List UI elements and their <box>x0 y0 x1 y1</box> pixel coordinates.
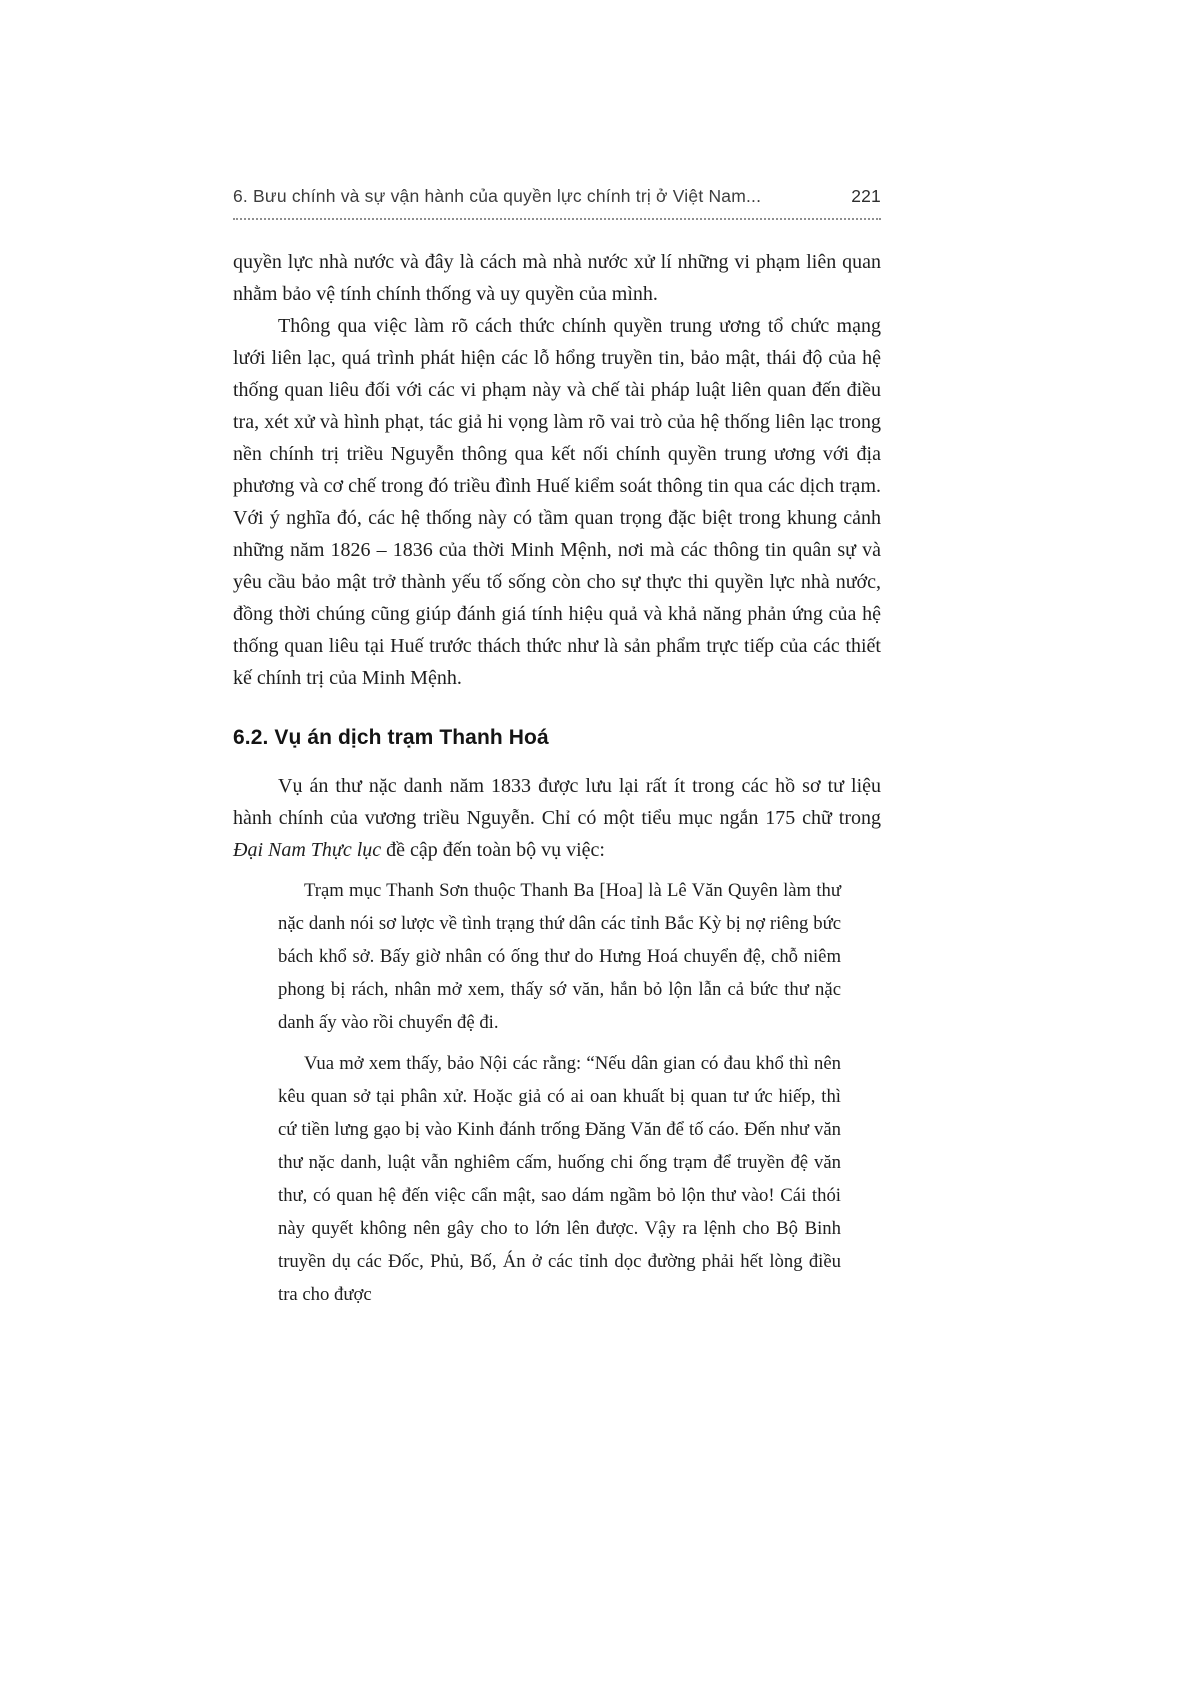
block-quote-1: Trạm mục Thanh Sơn thuộc Thanh Ba [Hoa] là Lê Văn Quyên làm thư nặc danh nói sơ lược về tình trạng thứ dân các tỉnh Bắc Kỳ bị nợ riêng bức bách khổ sở. Bấy giờ nhân có ống thư do Hưng Hoá chuyển đệ, chỗ niêm phong bị rách, nhân mở xem, thấy sớ văn, hắn bỏ lộn lẫn cả bức thư nặc danh ấy vào rồi chuyển đệ đi. <box>278 880 841 1033</box>
paragraph: Thông qua việc làm rõ cách thức chính quyền trung ương tổ chức mạng lưới liên lạc, quá trình phát hiện các lỗ hổng truyền tin, bảo mật, thái độ của hệ thống quan liêu đối với các vi phạm này và chế tài pháp luật liên quan đến điều tra, xét xử và hình phạt, tác giả hi vọng làm rõ vai trò của hệ thống liên lạc trong nền chính trị triều Nguyễn thông qua kết nối chính quyền trung ương với địa phương và cơ chế trong đó triều đình Huế kiểm soát thông tin qua các dịch trạm. Với ý nghĩa đó, các hệ thống này có tầm quan trọng đặc biệt trong khung cảnh những năm 1826 – 1836 của thời Minh Mệnh, nơi mà các thông tin quân sự và yêu cầu bảo mật trở thành yếu tố sống còn cho sự thực thi quyền lực nhà nước, đồng thời chúng cũng giúp đánh giá tính hiệu quả và khả năng phản ứng của hệ thống quan liêu tại Huế trước thách thức như là sản phẩm trực tiếp của các thiết kế chính trị của Minh Mệnh. <box>233 315 881 689</box>
block-quote-2: Vua mở xem thấy, bảo Nội các rằng: “Nếu dân gian có đau khổ thì nên kêu quan sở tại phân xử. Hoặc giả có ai oan khuất bị quan tư ức hiếp, thì cứ tiền lưng gạo bị vào Kinh đánh trống Đăng Văn để tố cáo. Đến như văn thư nặc danh, luật vẫn nghiêm cấm, huống chi ống trạm để truyền đệ văn thư, có quan hệ đến việc cẩn mật, sao dám ngầm bỏ lộn thư vào! Cái thói này quyết không nên gây cho to lớn lên được. Vậy ra lệnh cho Bộ Binh truyền dụ các Đốc, Phủ, Bố, Án ở các tỉnh dọc đường phải hết lòng điều tra cho được <box>278 1053 841 1305</box>
intro-text-after: đề cập đến toàn bộ vụ việc: <box>381 839 605 861</box>
page-body-text <box>233 246 881 1311</box>
content-area <box>233 186 881 1319</box>
section-heading: 6.2. Vụ án dịch trạm Thanh Hoá <box>233 726 549 749</box>
running-header-title: 6. Bưu chính và sự vận hành của quyền lực chính trị ở Việt Nam... <box>233 186 762 206</box>
intro-text-before: Vụ án thư nặc danh năm 1833 được lưu lại rất ít trong các hồ sơ tư liệu hành chính của vương triều Nguyễn. Chỉ có một tiểu mục ngắn 175 chữ trong <box>233 775 881 829</box>
page-number: 221 <box>851 186 881 206</box>
running-header <box>233 186 881 220</box>
book-title-italic: Đại Nam Thực lục <box>233 839 382 861</box>
section-intro-paragraph <box>233 770 881 866</box>
paragraph-continuation: quyền lực nhà nước và đây là cách mà nhà nước xử lí những vi phạm liên quan nhằm bảo vệ tính chính thống và uy quyền của mình. <box>233 251 881 305</box>
